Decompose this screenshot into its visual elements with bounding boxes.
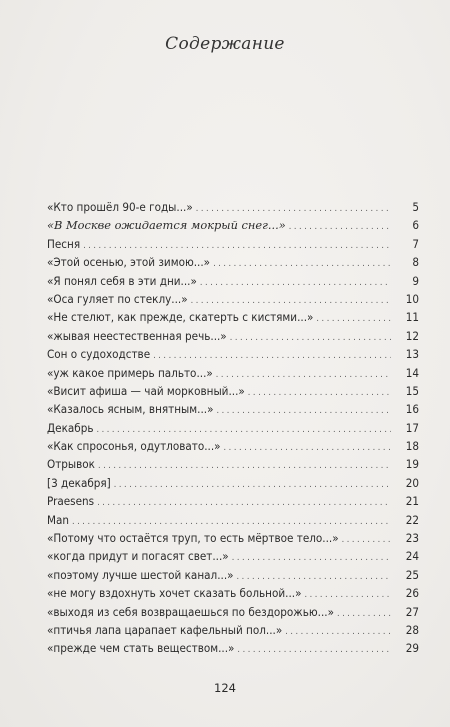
toc-entry-title: «Оса гуляет по стеклу...» bbox=[47, 291, 188, 306]
toc-entry-page: 15 bbox=[405, 383, 419, 398]
toc-entry-title: «не могу вздохнуть хочет сказать больной...» bbox=[47, 586, 302, 601]
toc-entry bbox=[47, 623, 419, 641]
toc-entry bbox=[47, 292, 419, 310]
toc-entry-title: «Висит афиша — чай морковный...» bbox=[47, 383, 245, 398]
toc-entry bbox=[47, 586, 419, 604]
toc-entry bbox=[47, 402, 419, 420]
toc-entry-title: Praesens bbox=[47, 494, 95, 509]
dot-leader bbox=[191, 296, 391, 306]
dot-leader bbox=[237, 645, 391, 655]
toc-entry-page: 14 bbox=[405, 365, 419, 380]
dot-leader bbox=[342, 535, 391, 545]
dot-leader bbox=[72, 517, 391, 527]
toc-entry bbox=[47, 531, 419, 549]
toc-entry-page: 8 bbox=[412, 255, 419, 270]
toc-entry bbox=[47, 513, 419, 531]
toc-entry bbox=[47, 568, 419, 586]
toc-entry-page: 17 bbox=[405, 420, 419, 435]
toc-entry-page: 24 bbox=[405, 549, 419, 564]
toc-entry-title: «поэтому лучше шестой канал...» bbox=[47, 567, 234, 582]
toc-entry-title: «Казалось ясным, внятным...» bbox=[47, 402, 214, 417]
dot-leader bbox=[232, 553, 391, 563]
toc-entry bbox=[47, 255, 419, 273]
toc-entry bbox=[47, 476, 419, 494]
dot-leader bbox=[213, 259, 391, 269]
toc-entry-title: «выходя из себя возвращаешься по бездорожью...» bbox=[47, 604, 334, 619]
dot-leader bbox=[83, 241, 391, 251]
dot-leader bbox=[200, 278, 391, 288]
dot-leader bbox=[114, 480, 391, 490]
dot-leader bbox=[98, 461, 391, 471]
toc-entry-page: 20 bbox=[405, 475, 419, 490]
toc-entry-title: [3 декабря] bbox=[47, 475, 111, 490]
dot-leader bbox=[216, 370, 391, 380]
toc-entry-title: «Не стелют, как прежде, скатерть с кистями...» bbox=[47, 310, 314, 325]
toc-entry bbox=[47, 200, 419, 218]
toc-entry-title: «прежде чем стать веществом...» bbox=[47, 641, 235, 656]
toc-entry-title: «Потому что остаётся труп, то есть мёртвое тело...» bbox=[47, 531, 339, 546]
dot-leader bbox=[216, 406, 391, 416]
page-title: Содержание bbox=[165, 34, 285, 54]
toc-entry bbox=[47, 329, 419, 347]
toc-entry-page: 23 bbox=[405, 531, 419, 546]
toc-entry-page: 27 bbox=[405, 604, 419, 619]
dot-leader bbox=[237, 572, 391, 582]
toc-entry-page: 21 bbox=[405, 494, 419, 509]
dot-leader bbox=[285, 627, 391, 637]
toc-entry bbox=[47, 218, 419, 236]
toc-entry-page: 11 bbox=[405, 310, 419, 325]
toc-entry bbox=[47, 421, 419, 439]
toc-entry-page: 13 bbox=[405, 347, 419, 362]
toc-entry bbox=[47, 605, 419, 623]
toc-entry bbox=[47, 384, 419, 402]
toc-entry-page: 9 bbox=[412, 273, 419, 288]
toc-entry-title: «Кто прошёл 90-е годы...» bbox=[47, 200, 193, 214]
dot-leader bbox=[153, 351, 391, 361]
toc-entry-title: «Как спросонья, одутловато...» bbox=[47, 439, 221, 454]
dot-leader bbox=[316, 314, 391, 324]
toc-entry-title: Man bbox=[47, 512, 70, 527]
dot-leader bbox=[96, 425, 391, 435]
toc-entry-title: Отрывок bbox=[47, 457, 95, 472]
toc-entry-page: 22 bbox=[405, 512, 419, 527]
toc-entry-title: «В Москве ожидается мокрый снег...» bbox=[47, 218, 286, 233]
toc-entry bbox=[47, 237, 419, 255]
toc-entry bbox=[47, 347, 419, 365]
toc-entry-page: 19 bbox=[405, 457, 419, 472]
toc-entry-page: 18 bbox=[405, 439, 419, 454]
toc-entry-title: Декабрь bbox=[47, 420, 94, 435]
toc-entry-page: 6 bbox=[412, 218, 419, 233]
table-of-contents bbox=[47, 200, 419, 660]
dot-leader bbox=[289, 222, 391, 232]
toc-entry-page: 5 bbox=[412, 200, 419, 214]
toc-entry-page: 10 bbox=[405, 291, 419, 306]
toc-entry-page: 7 bbox=[412, 236, 419, 251]
toc-entry bbox=[47, 366, 419, 384]
toc-entry-title: «когда придут и погасят свет...» bbox=[47, 549, 229, 564]
toc-entry bbox=[47, 494, 419, 512]
toc-entry-title: «птичья лапа царапает кафельный пол...» bbox=[47, 622, 283, 637]
toc-entry-page: 26 bbox=[405, 586, 419, 601]
toc-entry-page: 12 bbox=[405, 328, 419, 343]
dot-leader bbox=[304, 590, 391, 600]
dot-leader bbox=[248, 388, 391, 398]
toc-entry bbox=[47, 549, 419, 567]
toc-entry bbox=[47, 457, 419, 475]
toc-entry bbox=[47, 641, 419, 659]
dot-leader bbox=[97, 498, 391, 508]
toc-entry bbox=[47, 274, 419, 292]
toc-entry-title: Сон о судоходстве bbox=[47, 347, 151, 362]
toc-entry-title: Песня bbox=[47, 236, 81, 251]
page-number: 124 bbox=[214, 681, 236, 695]
dot-leader bbox=[230, 333, 391, 343]
toc-entry-title: «Я понял себя в эти дни...» bbox=[47, 273, 197, 288]
toc-entry-title: «жывая неестественная речь...» bbox=[47, 328, 227, 343]
dot-leader bbox=[224, 443, 391, 453]
toc-entry bbox=[47, 439, 419, 457]
dot-leader bbox=[196, 204, 391, 214]
toc-entry-page: 25 bbox=[405, 567, 419, 582]
toc-entry-title: «Этой осенью, этой зимою...» bbox=[47, 255, 211, 270]
toc-entry-page: 28 bbox=[405, 622, 419, 637]
dot-leader bbox=[337, 609, 391, 619]
toc-entry-page: 29 bbox=[405, 641, 419, 656]
toc-entry-page: 16 bbox=[405, 402, 419, 417]
toc-entry bbox=[47, 310, 419, 328]
toc-entry-title: «уж какое примерь пальто...» bbox=[47, 365, 213, 380]
